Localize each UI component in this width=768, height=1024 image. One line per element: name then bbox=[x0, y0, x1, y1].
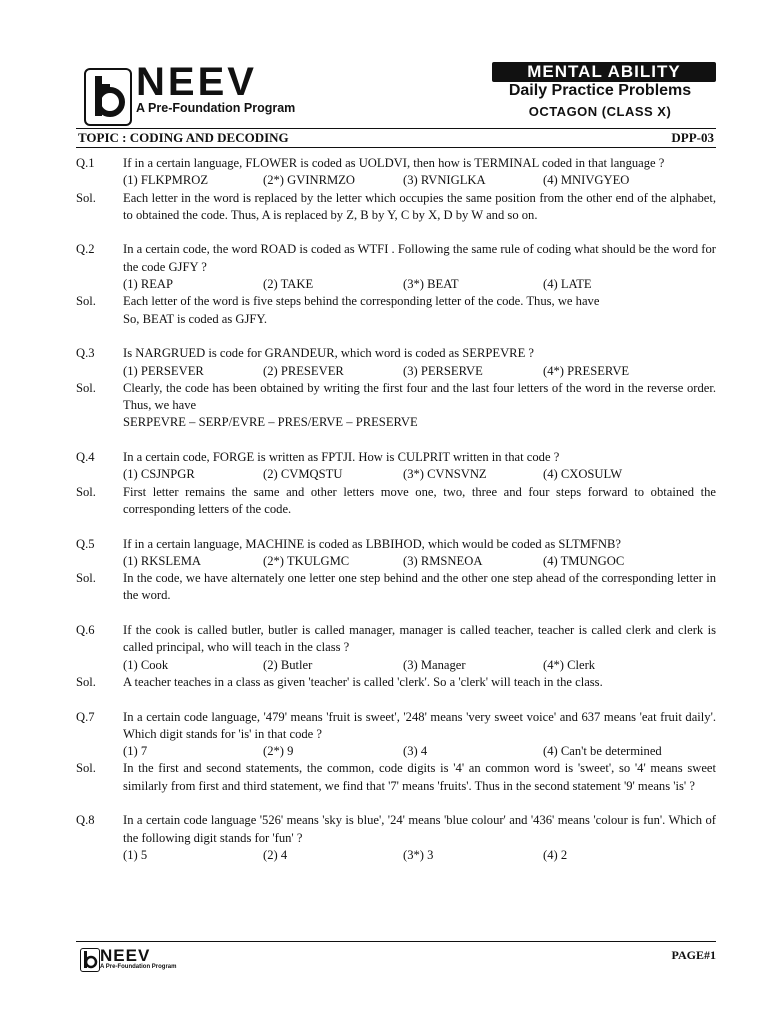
option: (3) PERSERVE bbox=[403, 363, 483, 378]
dpp-subtitle: Daily Practice Problems bbox=[508, 82, 692, 99]
solution-row bbox=[76, 760, 716, 795]
option: (1) RKSLEMA bbox=[123, 553, 202, 568]
question-number: Q.1 bbox=[76, 156, 95, 170]
subject-badge: MENTAL ABILITY bbox=[492, 62, 716, 82]
option: (2*) 9 bbox=[263, 744, 294, 759]
topic-bar bbox=[76, 128, 716, 146]
solution-text: Each letter of the word is five steps behind the corresponding letter of the code. Thus, we have bbox=[123, 294, 600, 309]
topic-label: TOPIC : CODING AND DECODING bbox=[78, 130, 289, 145]
question-number: Q.5 bbox=[76, 536, 95, 551]
question-text: In a certain code, FORGE is written as FPTJI. How is CULPRIT written in that code ? bbox=[123, 450, 560, 465]
question-number: Q.3 bbox=[76, 346, 95, 361]
question-text: In a certain code, the word ROAD is coded as WTFI . Following the same rule of coding what should be the word for the code GJFY ? bbox=[123, 242, 716, 274]
solution-label: Sol. bbox=[76, 380, 96, 395]
option: (1) 5 bbox=[123, 847, 148, 862]
option: (4) TMUNGOC bbox=[543, 553, 625, 568]
question-row bbox=[76, 536, 716, 553]
solution-text: So, BEAT is coded as GJFY. bbox=[123, 311, 268, 326]
solution-row bbox=[76, 484, 716, 519]
option: (3) RMSNEOA bbox=[403, 553, 483, 568]
option: (1) Cook bbox=[123, 657, 169, 672]
solution-text: Each letter in the word is replaced by the letter which occupies the same position from the other end of the alphabet, to obtained the code. Thus, A is replaced by Z, B by Y, C by X, D by W and so on. bbox=[123, 190, 716, 222]
class-label: OCTAGON (CLASS X) bbox=[528, 104, 672, 119]
solution-label: Sol. bbox=[76, 484, 96, 499]
question-row bbox=[76, 241, 716, 276]
questions-list bbox=[76, 155, 716, 864]
question-block bbox=[76, 536, 716, 605]
question-block bbox=[76, 709, 716, 795]
option: (3) Manager bbox=[403, 657, 466, 672]
solution-label: Sol. bbox=[76, 674, 96, 689]
option: (4) 2 bbox=[543, 847, 568, 862]
option: (4) MNIVGYEO bbox=[543, 173, 630, 188]
options-row bbox=[76, 553, 716, 570]
question-number: Q.2 bbox=[76, 242, 95, 257]
option: (1) FLKPMROZ bbox=[123, 173, 209, 188]
header-rule-bottom bbox=[76, 147, 716, 148]
question-number: Q.7 bbox=[76, 709, 95, 724]
option: (2) Butler bbox=[263, 657, 313, 672]
question-block bbox=[76, 155, 716, 224]
footer-neev-logo-icon bbox=[80, 948, 100, 972]
solution-text: First letter remains the same and other letters move one, two, three and four steps forward to obtained the corresponding letters of the code. bbox=[123, 484, 716, 516]
neev-logo-icon bbox=[84, 68, 132, 126]
question-text: If the cook is called butler, butler is called manager, manager is called teacher, teacher is called clerk and clerk is called principal, who will teach in the class ? bbox=[123, 623, 716, 655]
options-row bbox=[76, 276, 716, 293]
page-header bbox=[76, 60, 716, 128]
option: (3) 4 bbox=[403, 744, 428, 759]
question-text: In a certain code language, '479' means 'fruit is sweet', '248' means 'very sweet voice' and 637 means 'eat fruit daily'. Which digit stands for 'is' in that code ? bbox=[123, 709, 716, 741]
option: (1) REAP bbox=[123, 277, 174, 292]
question-row bbox=[76, 345, 716, 362]
option: (1) CSJNPGR bbox=[123, 467, 195, 482]
solution-row bbox=[76, 380, 716, 415]
dpp-number: DPP-03 bbox=[671, 130, 714, 145]
options-row bbox=[76, 363, 716, 380]
solution-row bbox=[76, 293, 716, 310]
solution-row bbox=[76, 311, 716, 328]
footer-rule bbox=[76, 941, 716, 942]
options-row bbox=[76, 743, 716, 760]
question-number: Q.8 bbox=[76, 813, 95, 828]
question-row bbox=[76, 155, 716, 172]
logo-tagline: A Pre-Foundation Program bbox=[136, 101, 296, 115]
question-number: Q.6 bbox=[76, 623, 95, 638]
question-text: Is NARGRUED is code for GRANDEUR, which word is coded as SERPEVRE ? bbox=[123, 346, 535, 361]
solution-label: Sol. bbox=[76, 571, 96, 586]
options-row bbox=[76, 657, 716, 674]
solution-row bbox=[76, 190, 716, 225]
options-row bbox=[76, 172, 716, 189]
question-row bbox=[76, 812, 716, 847]
option: (2) TAKE bbox=[263, 277, 314, 292]
solution-text: In the code, we have alternately one letter one step behind and the other one step ahead of the corresponding letter in the word. bbox=[123, 571, 716, 603]
question-block bbox=[76, 345, 716, 431]
option: (3*) 3 bbox=[403, 847, 434, 862]
option: (2) 4 bbox=[263, 847, 288, 862]
option: (1) PERSEVER bbox=[123, 363, 204, 378]
option: (3*) BEAT bbox=[403, 277, 459, 292]
option: (2*) TKULGMC bbox=[263, 553, 350, 568]
solution-text: Clearly, the code has been obtained by writing the first four and the last four letters of the word in the reverse order. Thus, we have bbox=[123, 380, 716, 413]
logo-name: NEEV bbox=[136, 60, 257, 104]
solution-text: In the first and second statements, the common, code digits is '4' an common word is 'sweet', so '4' means sweet similarly from first and third statement, we find that '7' means 'fruits'. Thus in the second statement '9' means 'is' ? bbox=[123, 761, 716, 793]
option: (3) RVNIGLKA bbox=[403, 173, 486, 188]
solution-label: Sol. bbox=[76, 294, 96, 309]
solution-text: SERPEVRE – SERP/EVRE – PRES/ERVE – PRESERVE bbox=[123, 415, 418, 430]
question-text: If in a certain language, FLOWER is coded as UOLDVI, then how is TERMINAL coded in that language ? bbox=[123, 156, 665, 170]
question-number: Q.4 bbox=[76, 450, 95, 465]
option: (2) PRESEVER bbox=[263, 363, 344, 378]
option: (4*) PRESERVE bbox=[543, 363, 630, 378]
question-text: If in a certain language, MACHINE is coded as LBBIHOD, which would be coded as SLTMFNB? bbox=[123, 536, 621, 551]
solution-label: Sol. bbox=[76, 190, 96, 205]
question-row bbox=[76, 449, 716, 466]
option: (3*) CVNSVNZ bbox=[403, 467, 487, 482]
options-row bbox=[76, 466, 716, 483]
option: (4) CXOSULW bbox=[543, 467, 623, 482]
solution-row bbox=[76, 674, 716, 691]
solution-row bbox=[76, 570, 716, 605]
option: (4) LATE bbox=[543, 277, 592, 292]
solution-row bbox=[76, 414, 716, 431]
footer-logo-name: NEEV bbox=[100, 946, 151, 965]
option: (4) Can't be determined bbox=[543, 744, 662, 759]
option: (2) CVMQSTU bbox=[263, 467, 343, 482]
page-number: PAGE#1 bbox=[671, 948, 716, 962]
options-row bbox=[76, 847, 716, 864]
question-block bbox=[76, 812, 716, 864]
option: (2*) GVINRMZO bbox=[263, 173, 355, 188]
question-text: In a certain code language '526' means 'sky is blue', '24' means 'blue colour' and '436' means 'colour is fun'. Which of the following digit stands for 'fun' ? bbox=[123, 813, 716, 845]
question-block bbox=[76, 449, 716, 518]
question-block bbox=[76, 622, 716, 691]
option: (1) 7 bbox=[123, 744, 148, 759]
question-row bbox=[76, 622, 716, 657]
option: (4*) Clerk bbox=[543, 657, 596, 672]
question-row bbox=[76, 709, 716, 744]
question-block bbox=[76, 241, 716, 327]
solution-text: A teacher teaches in a class as given 'teacher' is called 'clerk'. So a 'clerk' will teach in the class. bbox=[123, 674, 603, 689]
footer-logo-tagline: A Pre-Foundation Program bbox=[100, 964, 177, 970]
solution-label: Sol. bbox=[76, 761, 96, 776]
